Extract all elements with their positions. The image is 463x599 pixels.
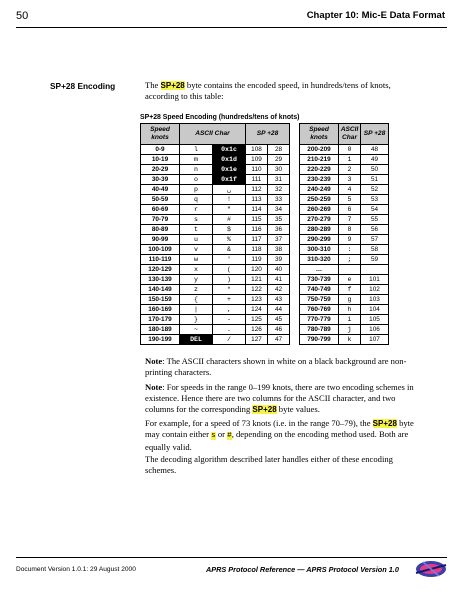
speed-cell: 250-259 bbox=[300, 195, 339, 205]
ascii-char-cell: z bbox=[180, 285, 213, 295]
speed-table-left bbox=[140, 123, 290, 345]
ascii-char-cell: i bbox=[339, 315, 361, 325]
sp28-value-cell: 53 bbox=[361, 195, 389, 205]
table-row bbox=[141, 265, 290, 275]
ascii-char-alt-cell: " bbox=[213, 205, 246, 215]
ascii-char-alt-cell: . bbox=[213, 325, 246, 335]
speed-cell: 770-779 bbox=[300, 315, 339, 325]
table-row bbox=[300, 325, 389, 335]
ascii-char-cell: 3 bbox=[339, 175, 361, 185]
table-row bbox=[300, 305, 389, 315]
sp28-value-alt-cell: 40 bbox=[268, 265, 290, 275]
table-row bbox=[141, 155, 290, 165]
speed-cell: 40-49 bbox=[141, 185, 180, 195]
speed-cell: 240-249 bbox=[300, 185, 339, 195]
sp28-value-cell: 57 bbox=[361, 235, 389, 245]
sp28-highlight: SP+28 bbox=[160, 81, 185, 90]
table-row bbox=[141, 235, 290, 245]
table-row bbox=[141, 175, 290, 185]
sp28-value-cell: 122 bbox=[246, 285, 268, 295]
ascii-char-alt-cell: # bbox=[213, 215, 246, 225]
speed-cell: 70-79 bbox=[141, 215, 180, 225]
sp28-value-cell: 123 bbox=[246, 295, 268, 305]
table-row bbox=[300, 255, 389, 265]
sp28-value-cell: 55 bbox=[361, 215, 389, 225]
table-row bbox=[300, 175, 389, 185]
ascii-char-alt-cell: $ bbox=[213, 225, 246, 235]
sp28-value-alt-cell: 45 bbox=[268, 315, 290, 325]
ascii-char-cell: w bbox=[180, 255, 213, 265]
ascii-char-alt-cell: - bbox=[213, 315, 246, 325]
ascii-char-cell: 7 bbox=[339, 215, 361, 225]
table-caption: SP+28 Speed Encoding (hundreds/tens of knots) bbox=[140, 114, 300, 121]
table-row bbox=[300, 235, 389, 245]
sp28-value-cell: 115 bbox=[246, 215, 268, 225]
speed-cell: 20-29 bbox=[141, 165, 180, 175]
speed-cell: 0-9 bbox=[141, 145, 180, 155]
header-speed: Speed knots bbox=[300, 124, 339, 145]
ascii-char-cell: { bbox=[180, 295, 213, 305]
speed-cell: 100-109 bbox=[141, 245, 180, 255]
sp28-value-cell: 108 bbox=[246, 145, 268, 155]
ascii-char-cell bbox=[339, 265, 361, 275]
table-row bbox=[300, 195, 389, 205]
speed-cell: 140-149 bbox=[141, 285, 180, 295]
sp28-value-cell: 104 bbox=[361, 305, 389, 315]
sp28-value-cell: 118 bbox=[246, 245, 268, 255]
ascii-char-cell: o bbox=[180, 175, 213, 185]
speed-cell: 300-310 bbox=[300, 245, 339, 255]
sp28-value-alt-cell: 29 bbox=[268, 155, 290, 165]
sp28-highlight: SP+28 bbox=[252, 405, 277, 414]
sp28-value-cell: 120 bbox=[246, 265, 268, 275]
header-ascii: ASCII Char bbox=[180, 124, 246, 145]
sp28-value-alt-cell: 39 bbox=[268, 255, 290, 265]
table-row bbox=[300, 205, 389, 215]
table-row bbox=[300, 145, 389, 155]
ascii-char-alt-cell: , bbox=[213, 305, 246, 315]
table-row bbox=[300, 225, 389, 235]
sp28-value-cell: 117 bbox=[246, 235, 268, 245]
sp28-value-cell: 48 bbox=[361, 145, 389, 155]
document-version: Document Version 1.0.1: 29 August 2000 bbox=[16, 566, 136, 573]
ascii-char-alt-cell: / bbox=[213, 335, 246, 345]
sp28-highlight: SP+28 bbox=[372, 419, 397, 428]
intro-paragraph: The SP+28 byte contains the encoded speed, in hundreds/tens of knots, according to this table: bbox=[145, 80, 391, 101]
sp28-value-cell: 112 bbox=[246, 185, 268, 195]
sp28-value-alt-cell: 31 bbox=[268, 175, 290, 185]
ascii-char-cell: ~ bbox=[180, 325, 213, 335]
speed-cell: 120-129 bbox=[141, 265, 180, 275]
ascii-char-cell: l bbox=[180, 145, 213, 155]
table-row bbox=[300, 335, 389, 345]
sp28-value-alt-cell: 32 bbox=[268, 185, 290, 195]
sp28-value-cell: 114 bbox=[246, 205, 268, 215]
sp28-value-cell: 119 bbox=[246, 255, 268, 265]
sp28-value-alt-cell: 43 bbox=[268, 295, 290, 305]
ascii-char-cell: 8 bbox=[339, 225, 361, 235]
sp28-value-alt-cell: 35 bbox=[268, 215, 290, 225]
speed-cell: 130-139 bbox=[141, 275, 180, 285]
sp28-value-cell: 121 bbox=[246, 275, 268, 285]
ascii-char-cell: j bbox=[339, 325, 361, 335]
ascii-char-cell: 9 bbox=[339, 235, 361, 245]
table-row bbox=[141, 255, 290, 265]
ascii-char-cell: u bbox=[180, 235, 213, 245]
speed-cell: 280-289 bbox=[300, 225, 339, 235]
sp28-value-cell: 126 bbox=[246, 325, 268, 335]
ascii-char-cell: 1 bbox=[339, 155, 361, 165]
ascii-char-cell: 6 bbox=[339, 205, 361, 215]
speed-cell: 170-179 bbox=[141, 315, 180, 325]
speed-cell: 260-269 bbox=[300, 205, 339, 215]
ascii-char-cell: m bbox=[180, 155, 213, 165]
ascii-char-cell: n bbox=[180, 165, 213, 175]
section-sidehead: SP+28 Encoding bbox=[50, 81, 116, 91]
speed-cell: 30-39 bbox=[141, 175, 180, 185]
speed-cell: 200-209 bbox=[300, 145, 339, 155]
sp28-value-alt-cell: 28 bbox=[268, 145, 290, 155]
ascii-char-cell: q bbox=[180, 195, 213, 205]
sp28-value-alt-cell: 47 bbox=[268, 335, 290, 345]
ascii-char-cell: 4 bbox=[339, 185, 361, 195]
sp28-value-cell: 105 bbox=[361, 315, 389, 325]
speed-cell: 210-219 bbox=[300, 155, 339, 165]
ascii-char-cell: e bbox=[339, 275, 361, 285]
char-hash-highlight: # bbox=[227, 432, 232, 440]
sp28-value-cell: 113 bbox=[246, 195, 268, 205]
table-row bbox=[141, 215, 290, 225]
sp28-value-alt-cell: 46 bbox=[268, 325, 290, 335]
ascii-char-alt-cell: % bbox=[213, 235, 246, 245]
speed-cell: 310-320 bbox=[300, 255, 339, 265]
ascii-char-alt-cell: ( bbox=[213, 265, 246, 275]
sp28-value-cell: 110 bbox=[246, 165, 268, 175]
ascii-char-cell: 2 bbox=[339, 165, 361, 175]
sp28-value-cell: 111 bbox=[246, 175, 268, 185]
ascii-char-cell: g bbox=[339, 295, 361, 305]
table-row bbox=[300, 155, 389, 165]
sp28-value-cell: 54 bbox=[361, 205, 389, 215]
table-row bbox=[141, 195, 290, 205]
table-row bbox=[300, 245, 389, 255]
speed-cell: 110-119 bbox=[141, 255, 180, 265]
speed-cell: 150-159 bbox=[141, 295, 180, 305]
sp28-value-cell: 50 bbox=[361, 165, 389, 175]
ascii-char-cell: t bbox=[180, 225, 213, 235]
note-two-schemes: Note: For speeds in the range 0–199 knots, there are two encoding schemes in existence. Hence there are two columns for the ASCII character, and two columns for the corresponding SP+28 byte values. bbox=[145, 382, 414, 414]
speed-cell: 80-89 bbox=[141, 225, 180, 235]
table-row bbox=[141, 275, 290, 285]
table-row bbox=[141, 335, 290, 345]
table-row bbox=[141, 225, 290, 235]
table-row bbox=[141, 165, 290, 175]
header-sp28: SP +28 bbox=[361, 124, 389, 145]
sp28-value-alt-cell: 37 bbox=[268, 235, 290, 245]
example-paragraph: For example, for a speed of 73 knots (i.e. in the range 70–79), the SP+28 byte may contain either s or #, depending on the encoding method used. Both are equally valid. bbox=[145, 418, 414, 452]
speed-cell: 50-59 bbox=[141, 195, 180, 205]
ascii-char-cell: h bbox=[339, 305, 361, 315]
ascii-char-cell: } bbox=[180, 315, 213, 325]
ascii-char-cell: : bbox=[339, 245, 361, 255]
sp28-value-cell: 102 bbox=[361, 285, 389, 295]
sp28-value-cell: 124 bbox=[246, 305, 268, 315]
sp28-value-cell: 109 bbox=[246, 155, 268, 165]
speed-cell: 180-189 bbox=[141, 325, 180, 335]
table-row bbox=[300, 295, 389, 305]
chapter-title: Chapter 10: Mic-E Data Format bbox=[306, 10, 445, 21]
ascii-char-alt-cell: ␣ bbox=[213, 185, 246, 195]
table-row bbox=[141, 185, 290, 195]
table-row bbox=[300, 275, 389, 285]
speed-cell: 780-789 bbox=[300, 325, 339, 335]
sp28-value-cell: 59 bbox=[361, 255, 389, 265]
ascii-char-cell: k bbox=[339, 335, 361, 345]
table-row bbox=[141, 315, 290, 325]
sp28-value-alt-cell: 44 bbox=[268, 305, 290, 315]
table-row bbox=[141, 245, 290, 255]
speed-cell: 220-229 bbox=[300, 165, 339, 175]
sp28-value-cell: 107 bbox=[361, 335, 389, 345]
speed-table-right bbox=[299, 123, 389, 345]
table-row bbox=[300, 165, 389, 175]
ascii-char-cell: | bbox=[180, 305, 213, 315]
table-row bbox=[300, 185, 389, 195]
ascii-char-cell: ; bbox=[339, 255, 361, 265]
table-row bbox=[141, 285, 290, 295]
ascii-char-alt-cell: 0x1e bbox=[213, 165, 246, 175]
header-rule bbox=[16, 27, 447, 28]
speed-cell: 760-769 bbox=[300, 305, 339, 315]
sp28-value-cell: 58 bbox=[361, 245, 389, 255]
speed-cell: 750-759 bbox=[300, 295, 339, 305]
sp28-value-cell: 103 bbox=[361, 295, 389, 305]
ascii-char-alt-cell: ! bbox=[213, 195, 246, 205]
speed-cell: 60-69 bbox=[141, 205, 180, 215]
header-ascii: ASCII Char bbox=[339, 124, 361, 145]
table-row bbox=[300, 285, 389, 295]
table-row bbox=[141, 205, 290, 215]
table-row bbox=[300, 215, 389, 225]
sp28-value-cell: 125 bbox=[246, 315, 268, 325]
speed-cell: 730-739 bbox=[300, 275, 339, 285]
speed-cell: 90-99 bbox=[141, 235, 180, 245]
speed-cell: 10-19 bbox=[141, 155, 180, 165]
ascii-char-alt-cell: 0x1d bbox=[213, 155, 246, 165]
speed-cell: 230-239 bbox=[300, 175, 339, 185]
ascii-char-cell: 0 bbox=[339, 145, 361, 155]
sp28-value-cell: 52 bbox=[361, 185, 389, 195]
sp28-value-cell bbox=[361, 265, 389, 275]
sp28-value-cell: 56 bbox=[361, 225, 389, 235]
closing-paragraph: The decoding algorithm described later handles either of these encoding schemes. bbox=[145, 454, 393, 475]
aprs-logo-icon bbox=[414, 558, 448, 585]
speed-cell: 160-169 bbox=[141, 305, 180, 315]
ascii-char-cell: f bbox=[339, 285, 361, 295]
ascii-char-alt-cell: & bbox=[213, 245, 246, 255]
sp28-value-cell: 49 bbox=[361, 155, 389, 165]
table-row bbox=[141, 325, 290, 335]
sp28-value-alt-cell: 42 bbox=[268, 285, 290, 295]
speed-cell: … bbox=[300, 265, 339, 275]
ascii-char-cell: r bbox=[180, 205, 213, 215]
speed-cell: 190-199 bbox=[141, 335, 180, 345]
ascii-char-cell: y bbox=[180, 275, 213, 285]
speed-cell: 270-279 bbox=[300, 215, 339, 225]
header-sp28: SP +28 bbox=[246, 124, 290, 145]
ascii-char-alt-cell: 0x1f bbox=[213, 175, 246, 185]
ascii-char-alt-cell: * bbox=[213, 285, 246, 295]
ascii-char-cell: v bbox=[180, 245, 213, 255]
sp28-value-cell: 106 bbox=[361, 325, 389, 335]
sp28-value-alt-cell: 41 bbox=[268, 275, 290, 285]
header-speed: Speed knots bbox=[141, 124, 180, 145]
ascii-char-cell: p bbox=[180, 185, 213, 195]
char-s-highlight: s bbox=[211, 432, 216, 440]
ascii-char-cell: x bbox=[180, 265, 213, 275]
sp28-value-cell: 101 bbox=[361, 275, 389, 285]
sp28-value-alt-cell: 38 bbox=[268, 245, 290, 255]
footer-title: APRS Protocol Reference — APRS Protocol Version 1.0 bbox=[206, 565, 399, 574]
note-nonprinting: Note: The ASCII characters shown in white on a black background are non-printing characters. bbox=[145, 356, 407, 377]
ascii-char-alt-cell: + bbox=[213, 295, 246, 305]
sp28-value-alt-cell: 30 bbox=[268, 165, 290, 175]
sp28-value-cell: 51 bbox=[361, 175, 389, 185]
sp28-value-alt-cell: 34 bbox=[268, 205, 290, 215]
footer-rule bbox=[16, 557, 447, 558]
page-number: 50 bbox=[16, 10, 29, 22]
ascii-char-cell: 5 bbox=[339, 195, 361, 205]
sp28-value-cell: 127 bbox=[246, 335, 268, 345]
table-row bbox=[141, 295, 290, 305]
ascii-char-cell: s bbox=[180, 215, 213, 225]
ascii-char-alt-cell: ) bbox=[213, 275, 246, 285]
table-row bbox=[141, 305, 290, 315]
table-row bbox=[141, 145, 290, 155]
table-row bbox=[300, 265, 389, 275]
sp28-value-alt-cell: 33 bbox=[268, 195, 290, 205]
speed-cell: 740-749 bbox=[300, 285, 339, 295]
speed-cell: 290-299 bbox=[300, 235, 339, 245]
table-row bbox=[300, 315, 389, 325]
speed-cell: 790-799 bbox=[300, 335, 339, 345]
ascii-char-cell: DEL bbox=[180, 335, 213, 345]
sp28-value-alt-cell: 36 bbox=[268, 225, 290, 235]
ascii-char-alt-cell: 0x1c bbox=[213, 145, 246, 155]
sp28-value-cell: 116 bbox=[246, 225, 268, 235]
ascii-char-alt-cell: ' bbox=[213, 255, 246, 265]
